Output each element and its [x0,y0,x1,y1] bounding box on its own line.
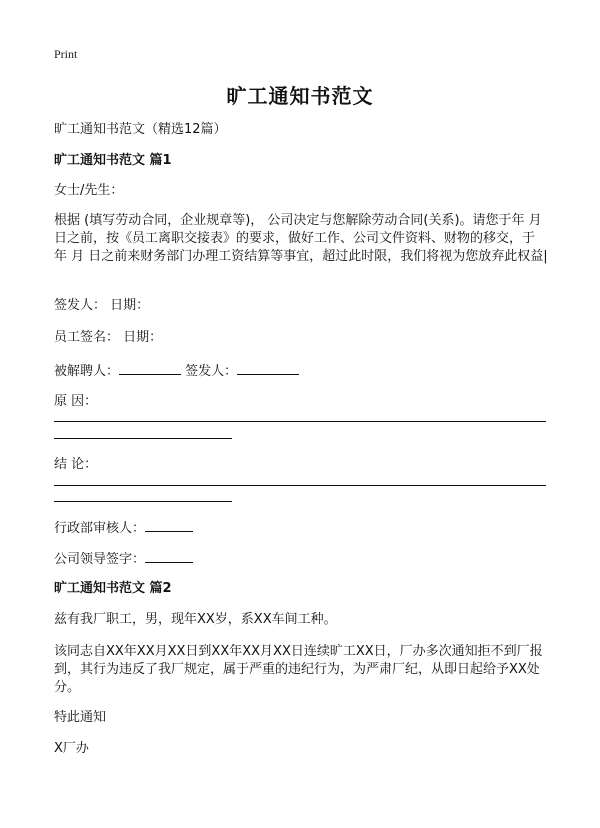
article2-notice: 特此通知 [54,710,107,725]
document-title: 旷工通知书范文 [226,84,374,108]
dismissed-label: 被解聘人： [54,364,120,379]
article1-dismissed-signer-row [54,361,299,381]
article1-employee-sign-date: 员工签名： 日期： [54,330,163,345]
article2-issuer: X厂办 [54,741,89,756]
print-label: Print [54,47,78,61]
article1-salutation: 女士/先生： [54,183,124,198]
article2-body: 该同志自XX年XX月XX日到XX年XX月XX日连续旷工XX日，厂办多次通知拒不到厂报到，其行为违反了我厂规定，属于严重的违纪行为，为严肃厂纪，从即日起给予XX处分。 [54,644,543,695]
reason-rule-2 [54,438,232,439]
leader-sign-label: 公司领导签字： [54,552,146,567]
reason-label: 原 因： [54,394,98,409]
conclusion-label: 结 论： [54,457,98,472]
leader-sign-blank [145,549,193,563]
conclusion-rule-2 [54,501,232,502]
signer-label: 签发人： [185,364,238,379]
leader-sign-row [54,549,193,569]
admin-review-row [54,518,193,538]
article1-signer-date: 签发人： 日期： [54,298,150,313]
signer-blank [237,361,299,375]
admin-review-blank [145,518,193,532]
conclusion-rule-1 [54,485,546,486]
article1-heading: 旷工通知书范文 篇1 [54,153,172,168]
admin-review-label: 行政部审核人： [54,521,146,536]
article1-body: 根据 (填写劳动合同，企业规章等)， 公司决定与您解除劳动合同(关系)。请您于年 月 日之前，按《员工离职交接表》的要求，做好工作、公司文件资料、财物的移交，于 年 月 日之前来财务部门办理工资结算等事宜，超过此时限，我们将视为您放弃此权益| [54,213,548,264]
dismissed-blank [119,361,181,375]
document-subtitle: 旷工通知书范文（精选12篇） [54,122,227,137]
article2-heading: 旷工通知书范文 篇2 [54,581,172,596]
article2-line1: 兹有我厂职工，男，现年XX岁，系XX车间工种。 [54,612,337,627]
reason-rule-1 [54,421,546,422]
